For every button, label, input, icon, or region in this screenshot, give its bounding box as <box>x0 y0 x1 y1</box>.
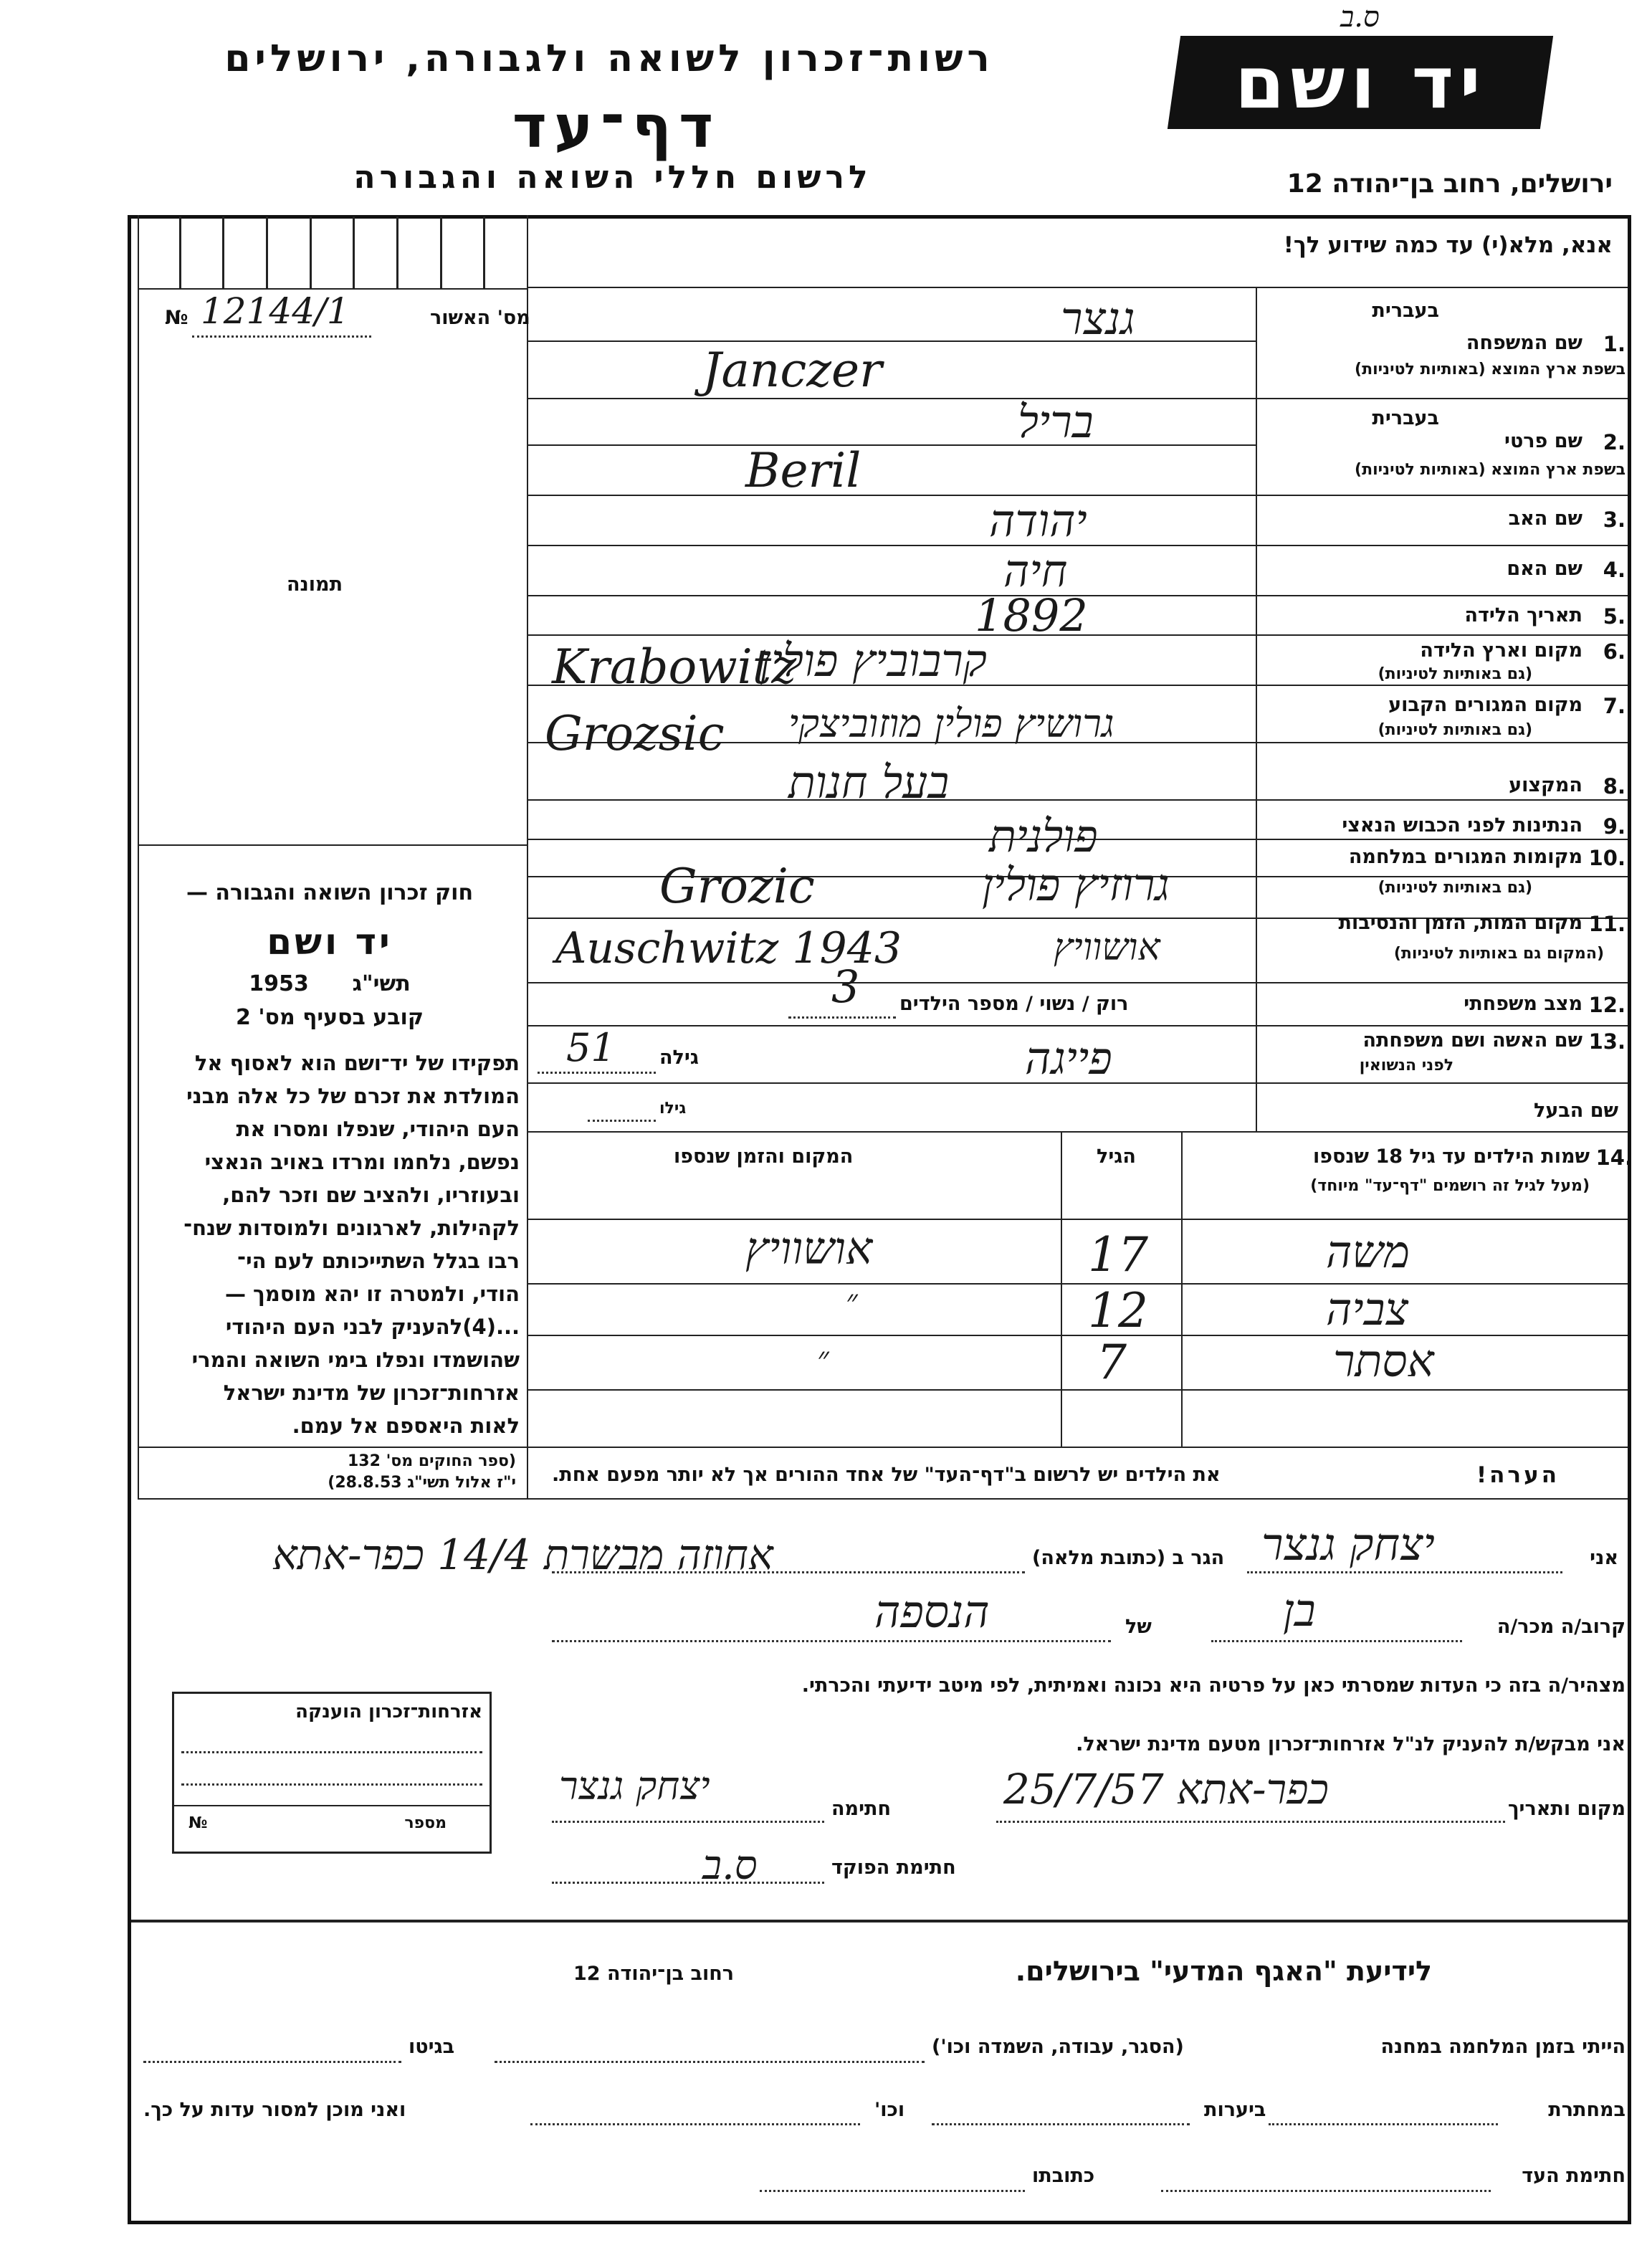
decl-rel-value: בן <box>1283 1584 1316 1636</box>
f13-age-value: 51 <box>566 1025 616 1070</box>
husband-age-line <box>588 1120 656 1122</box>
f13-num: 13. <box>1588 1029 1625 1054</box>
child-place: ״ <box>846 1283 858 1320</box>
f6-num: 6. <box>1603 639 1625 664</box>
f7-value-lat: Grozsic <box>545 706 725 761</box>
citizenship-box <box>172 1692 492 1854</box>
f7-value-heb: גרושיץ פולין מוזוביצקי <box>788 701 1114 746</box>
decl-i-value: יצחק גנצר <box>1261 1518 1435 1571</box>
form-title: דף־עד <box>512 93 721 161</box>
f6-value-lat: Krabowitz <box>552 639 797 695</box>
f1-sub: בשפת ארץ המוצא (באותיות לטיניות) <box>1355 361 1625 378</box>
intro-line <box>527 287 1628 288</box>
f6-value-heb: קרבוביץ פולין <box>760 634 987 687</box>
children-divider-2 <box>1061 1131 1062 1447</box>
row-line <box>527 340 1256 342</box>
law-line: תפקידו של יד־ושם הוא לאסוף אל <box>194 1051 520 1075</box>
intro-text: אנא, מלא(י) עד כמה שידוע לך! <box>1283 232 1613 258</box>
law-ref-line <box>138 1447 527 1448</box>
bottom-l1-line <box>495 2061 925 2063</box>
decl-sign-line <box>552 1821 824 1823</box>
bottom-address: רחוב בן־יהודה 12 <box>573 1963 735 1985</box>
f1-value-lat: Janczer <box>702 343 882 398</box>
bottom-l1-b: (הסגר, עבודה, השמדה וכו') <box>932 2036 1184 2058</box>
law-line: ובעוזריו, ולהציב שם וזכר להם, <box>222 1183 520 1207</box>
citizenship-line <box>181 1751 482 1753</box>
header-address: ירושלים, רחוב בן־יהודה 12 <box>1286 169 1613 199</box>
children-bottom-line <box>527 1447 1628 1448</box>
bottom-l1-a: הייתי בזמן המלחמה במחנה <box>1380 2036 1625 2058</box>
f12-options: רוק / נשוי / מספר הילדים <box>899 993 1129 1015</box>
f10-sub: (גם באותיות לטיניות) <box>1378 879 1532 897</box>
law-line: העם היהודי, שנפלו ומסרו את <box>236 1117 520 1141</box>
child-place: אושוויץ <box>745 1222 873 1274</box>
child-age: 17 <box>1088 1227 1148 1282</box>
row-line <box>527 799 1628 801</box>
children-sub: (מעל לגיל זה רושמים "דף־עד" מיוחד) <box>1310 1177 1590 1195</box>
f12-label: מצב משפחתי <box>1464 993 1582 1015</box>
yad-vashem-logo <box>1168 36 1553 129</box>
citizenship-title: אזרחות־זכרון הוענקה <box>295 1701 482 1723</box>
bottom-l3-line1 <box>1161 2190 1491 2192</box>
f3-label: שם האב <box>1508 508 1582 530</box>
f6-sub: (גם באותיות לטיניות) <box>1378 665 1532 683</box>
law-name: יד ושם <box>267 921 393 963</box>
f2-value-lat: Beril <box>745 443 861 498</box>
citizenship-line <box>181 1783 482 1786</box>
f6-label: מקום וארץ הלידה <box>1420 639 1582 662</box>
f1-value-heb: גנצר <box>1061 292 1135 345</box>
bottom-l2-line1 <box>1269 2123 1498 2125</box>
f13-age-line <box>538 1072 656 1074</box>
law-line: לקהילות, לארגונים ולמוסדות שנח־ <box>183 1216 520 1240</box>
law-ref2: י"ז אלול תשי"ג 28.8.53) <box>328 1474 516 1492</box>
children-col-place: המקום והזמן שנספו <box>674 1145 854 1168</box>
decl-lives-label: הגר ב (כתובת מלאה) <box>1032 1547 1225 1569</box>
f9-label: הנתינות לפני הכבוש הנאצי <box>1342 814 1582 837</box>
bottom-l2-c: וכו' <box>874 2099 905 2121</box>
photo-label: תמונה <box>287 573 343 596</box>
f5-label: תאריך הלידה <box>1464 604 1582 626</box>
f2-label: שם פרטי <box>1504 430 1582 452</box>
f1-num: 1. <box>1603 332 1625 356</box>
law-line: לאות היאספם אל עמם. <box>292 1414 520 1438</box>
f12-num: 12. <box>1588 993 1625 1017</box>
law-text <box>143 1047 520 1442</box>
f8-num: 8. <box>1603 774 1625 799</box>
f4-value: חיה <box>1003 545 1068 597</box>
child-place: ״ <box>817 1340 829 1377</box>
f11-sub: (המקום גם באותיות לטיניות) <box>1393 945 1604 963</box>
bottom-l2-b: ביערות <box>1204 2099 1266 2121</box>
decl-i-line <box>1247 1571 1562 1573</box>
f1-label: שם המשפחה <box>1466 332 1582 354</box>
row-line <box>527 1025 1628 1026</box>
law-ref1: (ספר החוקים מס' 132 <box>347 1452 516 1470</box>
row-line <box>527 444 1256 446</box>
decl-official-label: חתימת הפוקד <box>831 1857 956 1879</box>
bottom-l2-line3 <box>530 2123 860 2125</box>
bottom-heading: לידיעת "האגף המדעי" בירושלים. <box>1015 1955 1432 1987</box>
children-header-line <box>527 1219 1628 1220</box>
ishur-label: מס' האשור <box>430 307 530 329</box>
bottom-l1-line2 <box>143 2061 401 2063</box>
f13-value: פייגה <box>1025 1032 1112 1085</box>
bottom-l2-a: במחתרת <box>1548 2099 1625 2121</box>
label-col-divider <box>1256 287 1257 1133</box>
f11-value-lat: Auschwitz 1943 <box>555 923 902 973</box>
decl-i-label: אני <box>1590 1547 1618 1569</box>
f10-value-lat: Grozic <box>659 859 815 914</box>
decl-place-date-line <box>996 1821 1505 1823</box>
law-line: נפשם, נלחמו ומרדו באויב הנאצי <box>204 1150 520 1174</box>
f12-value: 3 <box>831 961 860 1013</box>
decl-of-value: הנספה <box>874 1586 990 1638</box>
decl-rel-line <box>1211 1640 1462 1642</box>
row-line <box>527 1131 1628 1133</box>
husband-age-label: גילו <box>659 1100 687 1118</box>
decl-place-date-label: מקום ותאריך <box>1507 1798 1625 1820</box>
bottom-l3-line2 <box>760 2190 1025 2192</box>
f12-line <box>788 1016 896 1019</box>
f10-value-heb: גרוזיץ פולין <box>982 859 1170 911</box>
decl-of-label: של <box>1125 1616 1152 1638</box>
decl-of-line <box>552 1640 1111 1642</box>
child-age: 12 <box>1088 1283 1148 1338</box>
children-title: שמות הילדים עד גיל 18 שנספו <box>1312 1145 1590 1168</box>
law-line: שהושמדו ונפלו בימי השואה והמרי <box>191 1348 520 1372</box>
bottom-l1-c: בגיטו <box>409 2036 455 2058</box>
note-label: הערה! <box>1476 1462 1560 1488</box>
bottom-l3-a: חתימת העד <box>1522 2165 1625 2187</box>
f7-num: 7. <box>1603 694 1625 718</box>
f11-value-heb: אושוויץ <box>1054 926 1160 969</box>
children-divider-1 <box>1181 1131 1183 1447</box>
children-row-line <box>527 1335 1628 1336</box>
decl-address-value: אחוזה מבשרת 14/4 כפר-אתא <box>272 1530 773 1579</box>
note-line <box>138 1498 1628 1500</box>
law-year-heb: תשי"ג <box>352 971 411 996</box>
child-name: משה <box>1326 1226 1410 1278</box>
f10-label: מקומות המגורים במלחמה <box>1348 846 1582 868</box>
f2-num: 2. <box>1603 430 1625 454</box>
f7-label: מקום המגורים הקבוע <box>1388 694 1582 716</box>
law-line: ...(4)להעניק לבני העם היהודי <box>225 1315 520 1339</box>
law-clause: קובע בסעיף מס' 2 <box>236 1005 424 1030</box>
f11-num: 11. <box>1588 912 1625 936</box>
child-name: אסתר <box>1333 1335 1434 1387</box>
law-year-num: 1953 <box>249 971 309 996</box>
f5-num: 5. <box>1603 604 1625 629</box>
law-line: אזרחות־זכרון של מדינת ישראל <box>223 1381 520 1405</box>
decl-sign-label: חתימה <box>831 1798 892 1820</box>
logo-text: יד ושם <box>1234 40 1486 125</box>
ishur-no-sign: № <box>165 307 188 329</box>
husband-label: שם הבעל <box>1533 1100 1618 1122</box>
f11-label: מקום המות, הזמן והנסיבות <box>1338 912 1582 934</box>
children-num: 14. <box>1595 1145 1633 1170</box>
decl-official-line <box>552 1882 824 1884</box>
bottom-l2-line2 <box>932 2123 1190 2125</box>
law-title: חוק זכרון השואה והגבורה — <box>186 880 474 905</box>
f2-sub: בשפת ארץ המוצא (באותיות לטיניות) <box>1355 461 1625 479</box>
f5-value: 1892 <box>975 589 1088 642</box>
decl-official-value: ס.ב <box>702 1842 758 1889</box>
law-year <box>143 971 516 996</box>
children-col-age: הגיל <box>1097 1145 1136 1168</box>
bottom-l3-b: כתובתו <box>1032 2165 1095 2187</box>
tick-box-line <box>138 288 527 290</box>
bottom-l2-d: ואני מוכן למסור עדות על כך. <box>143 2099 406 2121</box>
decl-rel-label: קרוב/ה מכר/ה <box>1496 1616 1625 1638</box>
f8-value: בעל חנות <box>788 756 950 809</box>
f9-num: 9. <box>1603 814 1625 839</box>
f13-sub: לפני הנשואין <box>1359 1057 1453 1075</box>
left-col-outer <box>138 215 139 1498</box>
f1-heb: בעברית <box>1372 300 1439 322</box>
tick-boxes <box>138 216 527 288</box>
f2-heb: בעברית <box>1372 407 1439 429</box>
f9-value: פולנית <box>989 810 1098 862</box>
f10-num: 10. <box>1588 846 1625 870</box>
law-line: המולדת את זכרם של כל אלה מבני <box>186 1084 520 1108</box>
f2-value-heb: בריל <box>1018 396 1094 448</box>
f13-age-label: גילה <box>659 1047 699 1069</box>
ishur-line <box>192 335 371 338</box>
decl-request: אני מבקש/ת להעניק לנ"ל אזרחות־זכרון מטעם מדינת ישראל. <box>1076 1733 1625 1755</box>
ishur-value: 12144/1 <box>201 290 350 332</box>
f4-num: 4. <box>1603 558 1625 582</box>
decl-declares: מצהיר/ה בזה כי העדות שמסרתי כאן על פרטיה היא נכונה ואמיתית, לפי מיטב ידיעתי והכרתי. <box>801 1674 1625 1697</box>
child-age: 7 <box>1097 1335 1127 1390</box>
citizenship-no-sign: № <box>188 1814 208 1832</box>
bottom-divider <box>131 1920 1629 1922</box>
children-row-line <box>527 1283 1628 1285</box>
citizenship-number-label: מספר <box>404 1814 447 1832</box>
row-line <box>527 982 1628 983</box>
form-subtitle: לרשום חללי השואה והגבורה <box>353 159 872 196</box>
top-scribble: ס.ב <box>1340 1 1380 34</box>
decl-sign-value: יצחק גנצר <box>559 1763 710 1809</box>
law-line: הודי, ולמטרה זו יהא מוסמך — <box>224 1282 520 1306</box>
law-top <box>138 844 527 846</box>
children-row-line <box>527 1389 1628 1391</box>
decl-place-date-value: כפר-אתא 25/7/57 <box>1003 1765 1329 1814</box>
f3-value: יהודה <box>989 495 1087 547</box>
law-line: רבו בגלל השתייכותם לעם הי־ <box>237 1249 520 1273</box>
note-text: את הילדים יש לרשום ב"דף־העד" של אחד ההורים אך לא יותר מפעם אחת. <box>552 1464 1221 1486</box>
f8-label: המקצוע <box>1509 774 1582 796</box>
f4-label: שם האם <box>1507 558 1582 580</box>
f3-num: 3. <box>1603 508 1625 532</box>
f13-label: שם האשה ושם משפחתה <box>1362 1029 1582 1052</box>
left-col-divider <box>527 215 528 1498</box>
child-name: צביה <box>1326 1283 1408 1335</box>
org-line: רשות־זכרון לשואה ולגבורה, ירושלים <box>224 37 994 80</box>
frame-bottom <box>128 2221 1631 2224</box>
f7-sub: (גם באותיות לטיניות) <box>1378 721 1532 739</box>
